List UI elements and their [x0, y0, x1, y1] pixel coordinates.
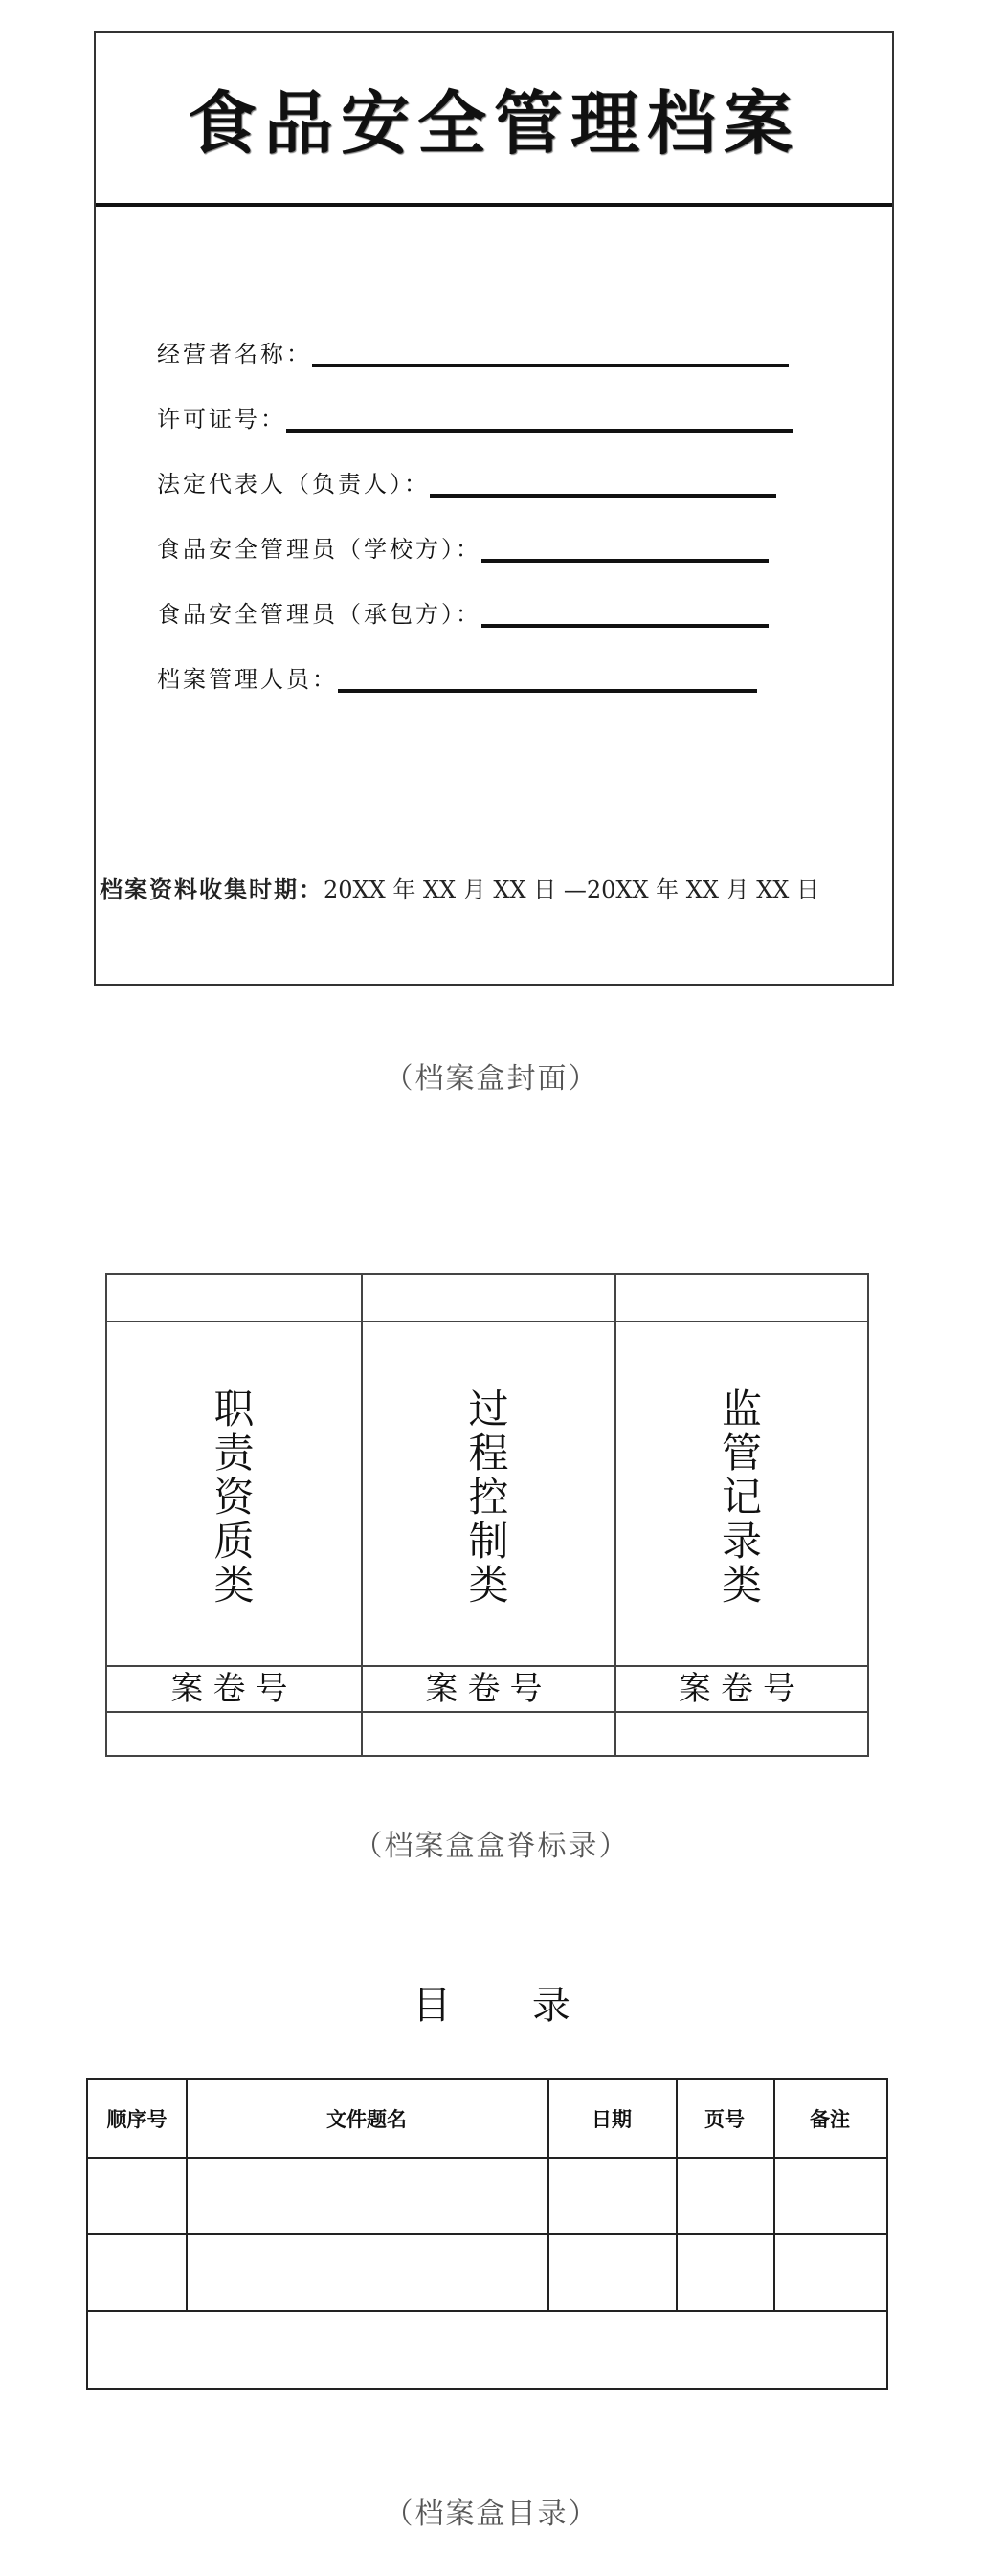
- blank-line: [338, 689, 757, 693]
- field-label: 档案管理人员：: [157, 666, 338, 693]
- field-label: 食品安全管理员（学校方）：: [157, 536, 481, 563]
- directory-table: [86, 2078, 888, 2390]
- spine-volume-number-label: 案卷号: [425, 1670, 552, 1708]
- field-label: 许可证号：: [157, 406, 286, 433]
- spine-column-label: 过 程 控 制 类: [468, 1386, 509, 1609]
- archive-box-spine-labels: [105, 1273, 869, 1757]
- field-label: 法定代表人（负责人）：: [157, 471, 430, 498]
- blank-line: [312, 364, 789, 367]
- archive-box-cover: [94, 31, 894, 986]
- table-divider: [88, 2157, 886, 2159]
- divider: [363, 1711, 614, 1713]
- spine-column-label: 职 责 资 质 类: [213, 1386, 255, 1609]
- divider: [363, 1321, 614, 1322]
- header-page-number: 页号: [704, 2108, 745, 2131]
- header-date: 日期: [592, 2108, 632, 2131]
- field-archive-manager: [157, 656, 757, 695]
- collection-period-label: 档案资料收集时期：: [100, 876, 324, 903]
- spine-volume-number-label: 案卷号: [679, 1670, 805, 1708]
- collection-period: [100, 863, 896, 917]
- blank-line: [481, 624, 769, 628]
- divider: [107, 1711, 361, 1713]
- field-safety-manager-contractor: [157, 591, 769, 630]
- caption-cover: （档案盒封面）: [384, 1062, 599, 1096]
- field-safety-manager-school: [157, 526, 769, 565]
- field-legal-representative: [157, 461, 776, 500]
- divider: [616, 1321, 867, 1322]
- field-license-number: [157, 396, 793, 434]
- cover-title-box: [96, 33, 892, 207]
- divider: [107, 1321, 361, 1322]
- caption-spine: （档案盒盒脊标录）: [353, 1830, 630, 1863]
- field-operator-name: [157, 331, 789, 369]
- spine-column-supervision-records: [614, 1275, 867, 1755]
- spine-volume-number-label: 案卷号: [170, 1670, 298, 1708]
- field-label: 经营者名称：: [157, 341, 312, 367]
- header-document-title: 文件题名: [326, 2108, 407, 2131]
- divider: [616, 1711, 867, 1713]
- header-sequence-number: 顺序号: [106, 2108, 168, 2131]
- collection-period-value: 20XX 年 XX 月 XX 日 —20XX 年 XX 月 XX 日: [324, 877, 820, 903]
- cover-title: 食品安全管理档案: [187, 82, 800, 164]
- caption-directory: （档案盒目录）: [384, 2498, 599, 2531]
- table-divider: [88, 2233, 886, 2235]
- spine-column-label: 监 管 记 录 类: [721, 1386, 762, 1609]
- table-divider: [88, 2310, 886, 2312]
- spine-column-process-control: [361, 1275, 614, 1755]
- spine-column-responsibility: [107, 1275, 361, 1755]
- header-remarks: 备注: [810, 2108, 850, 2131]
- blank-line: [286, 429, 793, 433]
- blank-line: [481, 559, 769, 563]
- field-label: 食品安全管理员（承包方）：: [157, 601, 481, 628]
- directory-title: 目 录: [413, 1984, 605, 2028]
- blank-line: [430, 494, 776, 498]
